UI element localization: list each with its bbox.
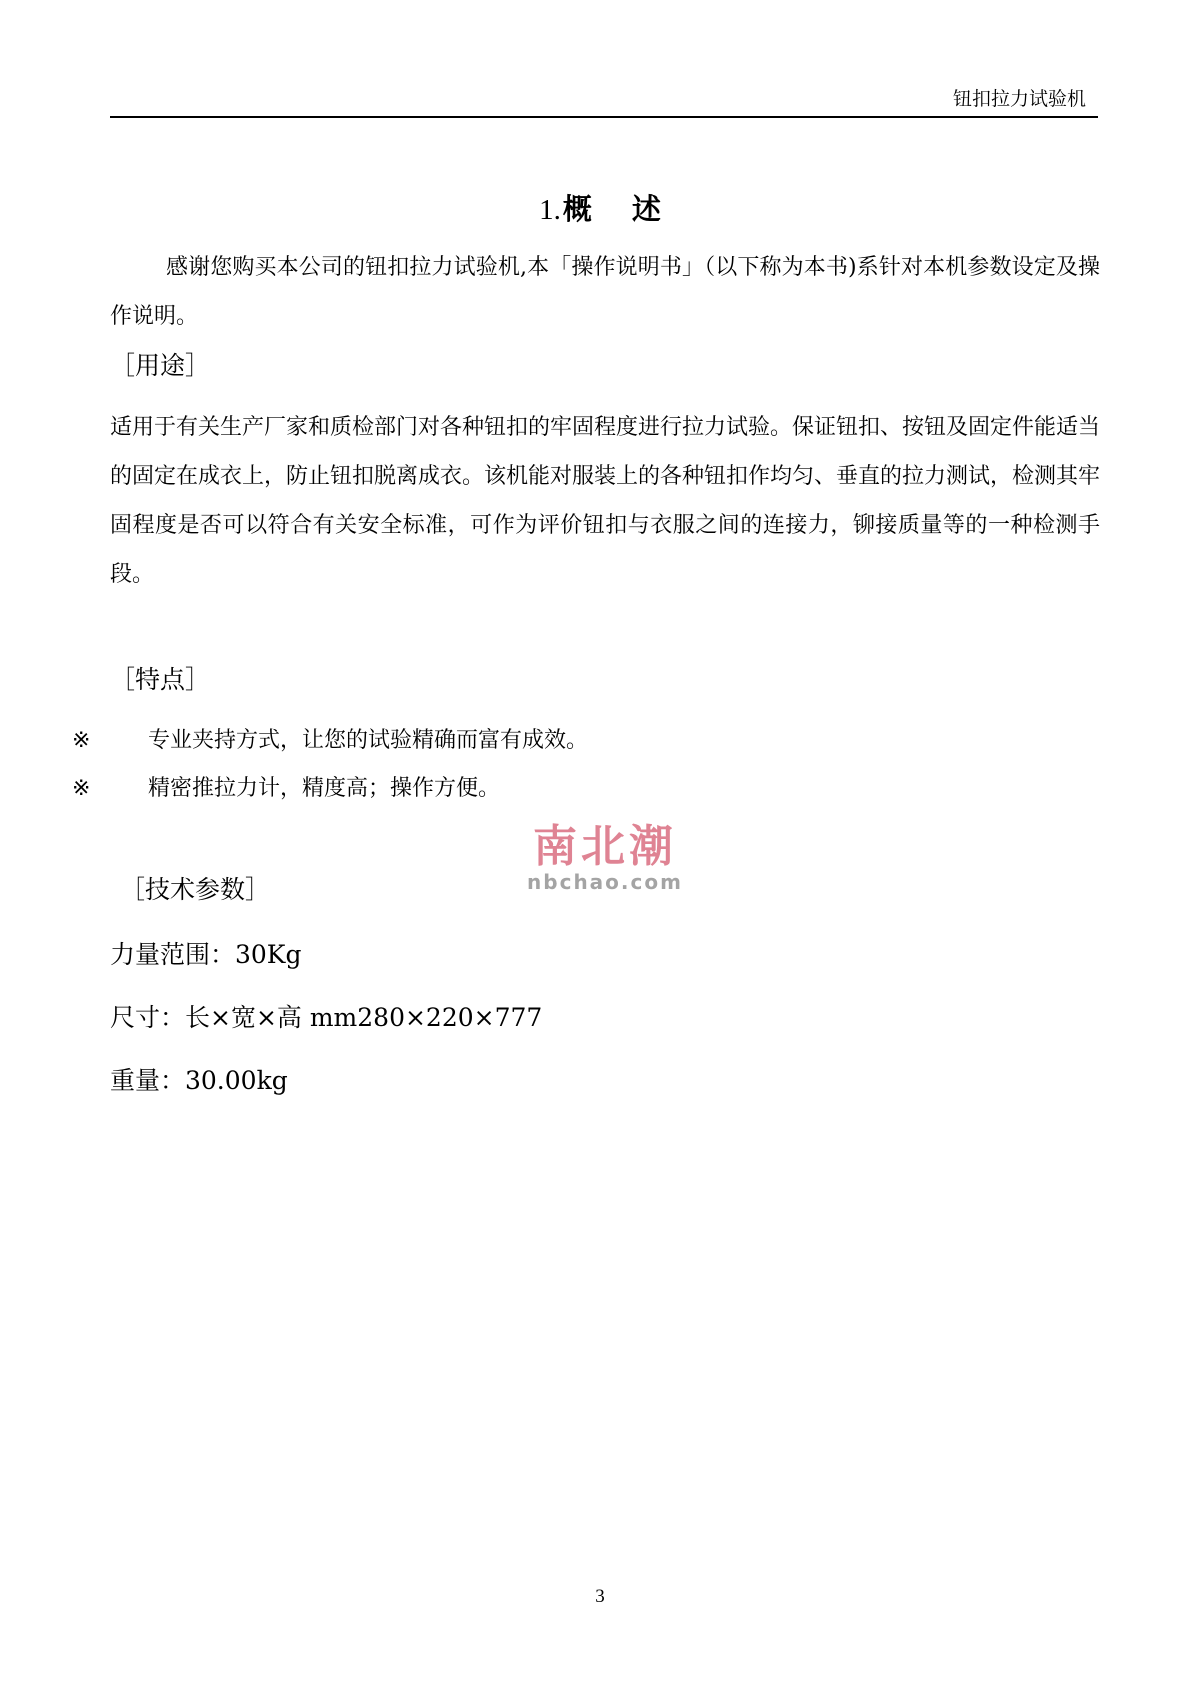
- watermark-sub-text: nbchao.com: [527, 870, 683, 894]
- spec-item-force-range: 力量范围：30Kg: [110, 940, 302, 969]
- reference-mark-icon: ※: [72, 728, 91, 753]
- section-title-part1: 概: [562, 192, 592, 226]
- running-header-title: 钮扣拉力试验机: [952, 88, 1086, 110]
- section-number: 1.: [539, 194, 561, 226]
- section-title: [0, 191, 1200, 228]
- spec-item-weight: 重量：30.00kg: [110, 1066, 288, 1095]
- running-header: [110, 84, 1098, 118]
- page-number: 3: [595, 1586, 605, 1607]
- spec-item-dimensions: 尺寸：长×宽×高 mm280×220×777: [110, 1003, 543, 1032]
- features-heading: ［特点］: [110, 665, 211, 694]
- specs-heading: ［技术参数］: [120, 875, 271, 904]
- watermark-main-text: 南北潮: [533, 821, 677, 872]
- usage-heading: ［用途］: [110, 351, 211, 380]
- usage-paragraph: 适用于有关生产厂家和质检部门对各种钮扣的牢固程度进行拉力试验。保证钮扣、按钮及固定件能适当的固定在成衣上，防止钮扣脱离成衣。该机能对服装上的各种钮扣作均匀、垂直的拉力测试，检测其牢固程度是否可以符合有关安全标准，可作为评价钮扣与衣服之间的连接力，铆接质量等的一种检测手段。: [110, 415, 1101, 587]
- section-title-part2: 述: [631, 192, 661, 226]
- intro-paragraph: 感谢您购买本公司的钮扣拉力试验机,本「操作说明书」（以下称为本书)系针对本机参数设定及操作说明。: [110, 255, 1100, 329]
- feature-text: 专业夹持方式，让您的试验精确而富有成效。: [148, 728, 589, 753]
- reference-mark-icon: ※: [72, 776, 91, 801]
- watermark-logo: [515, 823, 695, 893]
- feature-text: 精密推拉力计，精度高；操作方便。: [148, 776, 501, 801]
